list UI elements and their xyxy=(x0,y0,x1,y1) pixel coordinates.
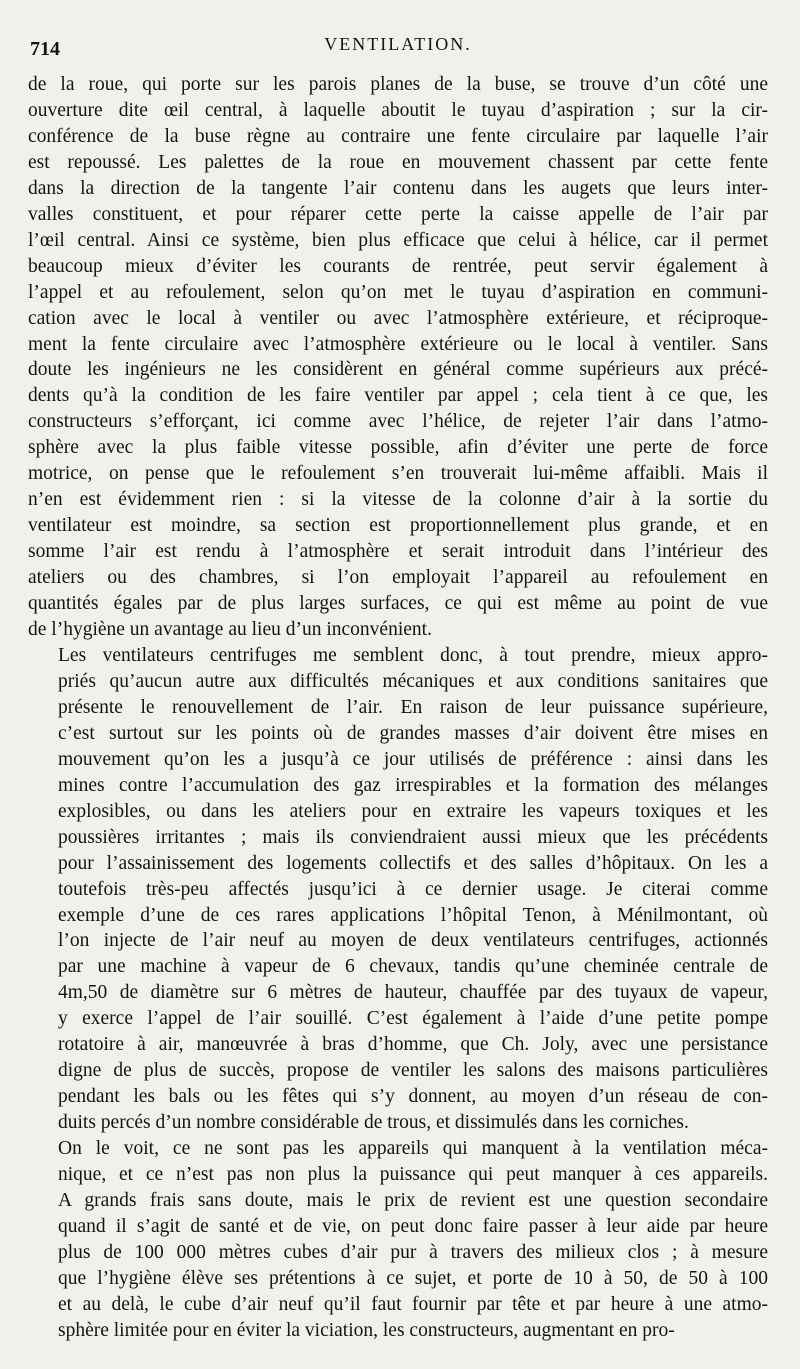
text-line: quantités égales par de plus larges surfaces, ce qui est même au point de vue xyxy=(28,593,768,615)
text-line: pour l’assainissement des logements collectifs et des salles d’hôpitaux. On les a xyxy=(58,852,768,874)
text-line: priés qu’aucun autre aux difficultés mécaniques et aux conditions sanitaires que xyxy=(58,670,768,692)
body-text xyxy=(28,72,768,1344)
text-line: duits percés d’un nombre considérable de trous, et dissimulés dans les corniches. xyxy=(58,1112,689,1134)
text-line: mouvement qu’on les a jusqu’à ce jour utilisés de préférence : ainsi dans les xyxy=(58,748,768,770)
text-line: ateliers ou des chambres, si l’on employait l’appareil au refoulement en xyxy=(28,567,768,589)
text-line: et au delà, le cube d’air neuf qu’il faut fournir par tête et par heure à une atmo- xyxy=(58,1293,768,1315)
text-line: exemple d’une de ces rares applications l’hôpital Tenon, à Ménilmontant, où xyxy=(58,904,768,926)
text-line: beaucoup mieux d’éviter les courants de rentrée, peut servir également à xyxy=(28,255,768,277)
text-line: l’on injecte de l’air neuf au moyen de deux ventilateurs centrifuges, actionnés xyxy=(58,930,768,952)
text-line: y exerce l’appel de l’air souillé. C’est également à l’aide d’une petite pompe xyxy=(58,1008,768,1030)
text-line: toutefois très-peu affectés jusqu’ici à ce dernier usage. Je citerai comme xyxy=(58,878,768,900)
text-line: sphère limitée pour en éviter la viciation, les constructeurs, augmentant en pro- xyxy=(58,1319,675,1341)
text-line: de la roue, qui porte sur les parois planes de la buse, se trouve d’un côté une xyxy=(28,74,768,95)
text-line: dents qu’à la condition de les faire ventiler par appel ; cela tient à ce que, les xyxy=(28,385,768,407)
text-line: ment la fente circulaire avec l’atmosphère extérieure ou le local à ventiler. Sans xyxy=(28,333,768,355)
text-line: poussières irritantes ; mais ils conviendraient aussi mieux que les précédents xyxy=(58,826,768,848)
text-line: est repoussé. Les palettes de la roue en mouvement chassent par cette fente xyxy=(28,151,768,173)
text-line: quand il s’agit de santé et de vie, on peut donc faire passer à leur aide par heure xyxy=(58,1215,768,1237)
text-line: que l’hygiène élève ses prétentions à ce sujet, et porte de 10 à 50, de 50 à 100 xyxy=(58,1267,768,1289)
text-line: présente le renouvellement de l’air. En raison de leur puissance supérieure, xyxy=(58,696,768,718)
text-line: sphère avec la plus faible vitesse possible, afin d’éviter une perte de force xyxy=(28,437,768,459)
text-line: de l’hygiène un avantage au lieu d’un inconvénient. xyxy=(28,619,432,641)
text-line: n’en est évidemment rien : si la vitesse de la colonne d’air à la sortie du xyxy=(28,489,768,511)
text-line: rotatoire à air, manœuvrée à bras d’homme, que Ch. Joly, avec une persistance xyxy=(58,1034,768,1056)
text-line: ventilateur est moindre, sa section est proportionnellement plus grande, et en xyxy=(28,515,768,537)
text-line: A grands frais sans doute, mais le prix de revient est une question secondaire xyxy=(58,1189,768,1211)
text-line: dans la direction de la tangente l’air contenu dans les augets que leurs inter- xyxy=(28,177,768,199)
running-title: VENTILATION. xyxy=(324,34,472,54)
page-number: 714 xyxy=(30,38,60,60)
text-line: c’est surtout sur les points où de grandes masses d’air doivent être mises en xyxy=(58,722,768,744)
text-line: 4m,50 de diamètre sur 6 mètres de hauteur, chauffée par des tuyaux de vapeur, xyxy=(58,982,768,1004)
paragraph xyxy=(28,72,768,643)
text-line: constructeurs s’efforçant, ici comme avec l’hélice, de rejeter l’air dans l’atmo- xyxy=(28,411,768,433)
text-line: l’appel et au refoulement, selon qu’on met le tuyau d’aspiration en communi- xyxy=(28,281,768,303)
text-line: On le voit, ce ne sont pas les appareils qui manquent à la ventilation méca- xyxy=(58,1138,768,1160)
text-line: conférence de la buse règne au contraire une fente circulaire par laquelle l’air xyxy=(28,125,768,147)
text-line: ouverture dite œil central, à laquelle aboutit le tuyau d’aspiration ; sur la cir- xyxy=(28,99,768,121)
text-line: doute les ingénieurs ne les considèrent en général comme supérieurs aux précé- xyxy=(28,359,768,381)
paragraph xyxy=(28,643,768,1136)
page-header xyxy=(28,30,768,64)
text-line: cation avec le local à ventiler ou avec l’atmosphère extérieure, et réciproque- xyxy=(28,307,768,329)
text-line: Les ventilateurs centrifuges me semblent donc, à tout prendre, mieux appro- xyxy=(58,644,768,666)
text-line: somme l’air est rendu à l’atmosphère et serait introduit dans l’intérieur des xyxy=(28,541,768,563)
text-line: nique, et ce n’est pas non plus la puissance qui peut manquer à ces appareils. xyxy=(58,1164,768,1186)
text-line: par une machine à vapeur de 6 chevaux, tandis qu’une cheminée centrale de xyxy=(58,956,768,978)
text-line: pendant les bals ou les fêtes qui s’y donnent, au moyen d’un réseau de con- xyxy=(58,1086,768,1108)
text-line: l’œil central. Ainsi ce système, bien plus efficace que celui à hélice, car il permet xyxy=(28,229,768,251)
text-line: motrice, on pense que le refoulement s’en trouverait lui-même affaibli. Mais il xyxy=(28,463,768,485)
text-line: mines contre l’accumulation des gaz irrespirables et la formation des mélanges xyxy=(58,774,768,796)
text-line: valles constituent, et pour réparer cette perte la caisse appelle de l’air par xyxy=(28,203,768,225)
text-line: digne de plus de succès, propose de ventiler les salons des maisons particulières xyxy=(58,1060,768,1082)
paragraph xyxy=(28,1136,768,1344)
text-line: plus de 100 000 mètres cubes d’air pur à travers des milieux clos ; à mesure xyxy=(58,1241,768,1263)
text-line: explosibles, ou dans les ateliers pour en extraire les vapeurs toxiques et les xyxy=(58,800,768,822)
